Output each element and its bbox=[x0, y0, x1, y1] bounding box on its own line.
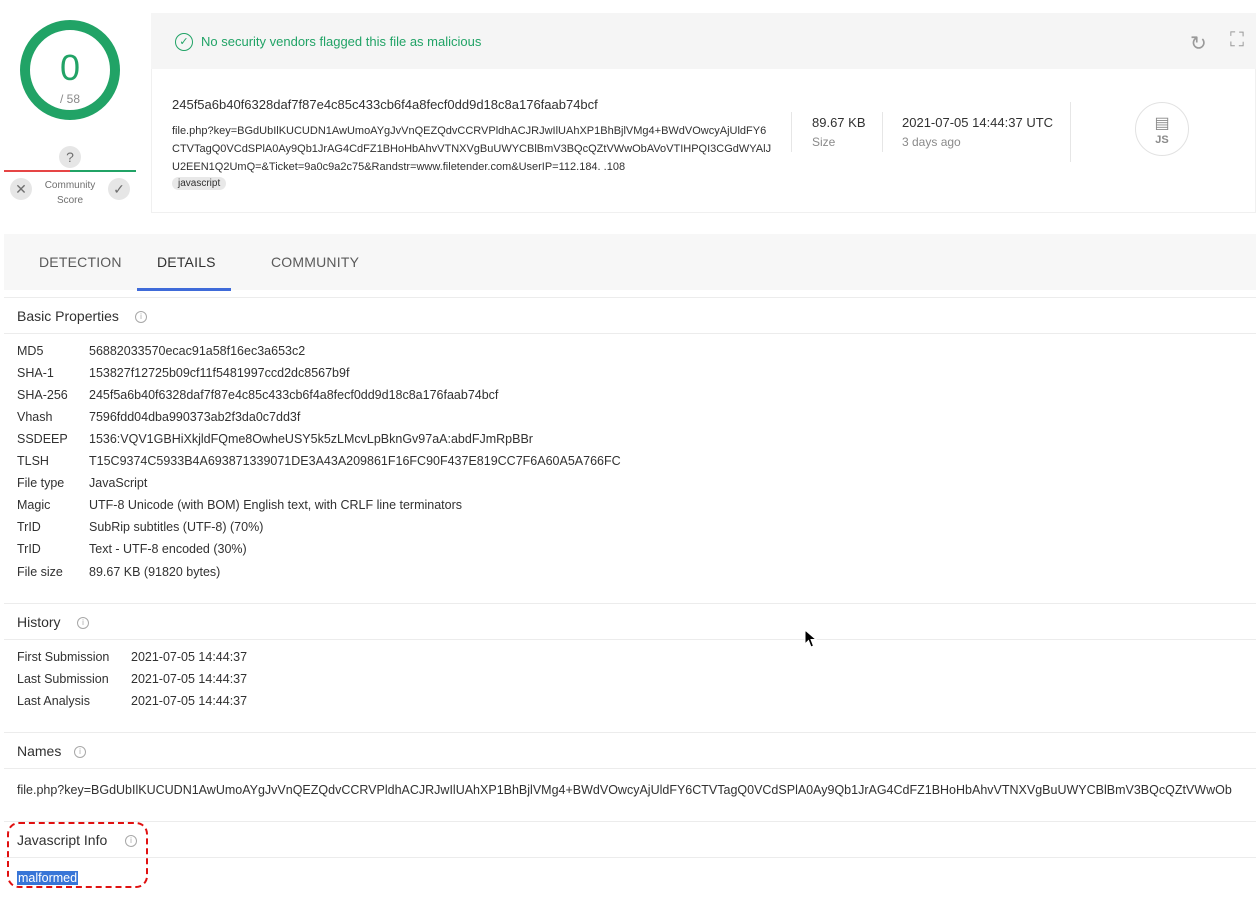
document-icon: ▤ bbox=[1154, 115, 1170, 132]
property-key: SSDEEP bbox=[17, 432, 68, 446]
tab-details[interactable]: DETAILS bbox=[157, 254, 216, 270]
property-row bbox=[17, 476, 148, 490]
property-value: 56882033570ecac91a58f16ec3a653c2 bbox=[89, 344, 306, 358]
property-value: JavaScript bbox=[89, 476, 148, 490]
history-key: First Submission bbox=[17, 650, 110, 664]
property-key: File type bbox=[17, 476, 65, 490]
file-size-value: 89.67 KB bbox=[812, 115, 866, 130]
property-row bbox=[17, 498, 463, 512]
info-icon[interactable]: i bbox=[135, 311, 147, 323]
section-title: Basic Properties bbox=[17, 308, 119, 324]
property-value: 1536:VQV1GBHiXkjldFQme8OwheUSY5k5zLMcvLpBknGv97aA:abdFJmRpBBr bbox=[89, 432, 533, 446]
mouse-cursor-icon bbox=[804, 629, 818, 649]
file-size-label: Size bbox=[812, 135, 836, 149]
property-value: 7596fdd04dba990373ab2f3da0c7dd3f bbox=[89, 410, 301, 424]
last-analysis-date: 2021-07-05 14:44:37 UTC bbox=[902, 115, 1054, 130]
vote-malicious-button[interactable]: ✕ bbox=[10, 178, 32, 200]
property-key: TLSH bbox=[17, 454, 49, 468]
property-row bbox=[17, 542, 247, 556]
property-value: 89.67 KB (91820 bytes) bbox=[89, 565, 221, 579]
info-icon[interactable]: i bbox=[77, 617, 89, 629]
community-label-line2: Score bbox=[56, 195, 84, 206]
history-row bbox=[17, 694, 248, 708]
file-name-entry: file.php?key=BGdUbIlKUCUDN1AwUmoAYgJvVnQEZQdvCCRVPldhACJRJwIlUAhXP1BhBjlVMg4+BWdVOwcyAjUldFY6CTVTagQ0VCdSPlA0Ay9Qb1JrAG4CdFZ1BHoHbAhvVTNXVgBuUWYCBlBmV3BQcQZtVWwOb bbox=[17, 783, 1232, 797]
community-unknown-icon: ? bbox=[59, 146, 81, 168]
history-value: 2021-07-05 14:44:37 bbox=[131, 672, 248, 686]
property-key: MD5 bbox=[17, 344, 44, 358]
graph-view-icon[interactable]: ⛶ bbox=[1230, 29, 1244, 51]
community-score-label bbox=[36, 178, 104, 208]
property-value: SubRip subtitles (UTF-8) (70%) bbox=[89, 520, 264, 534]
history-row bbox=[17, 650, 248, 664]
history-header bbox=[4, 604, 1256, 640]
property-value: T15C9374C5933B4A693871339071DE3A43A209861F16FC90F437E819CC7F6A60A5A766FC bbox=[89, 454, 621, 468]
property-row bbox=[17, 388, 499, 402]
property-value: 153827f12725b09cf11f5481997ccd2dc8567b9f bbox=[89, 366, 350, 380]
info-icon[interactable]: i bbox=[125, 835, 137, 847]
community-score-bar bbox=[4, 170, 136, 172]
tab-detection[interactable]: DETECTION bbox=[39, 254, 122, 270]
property-key: TrID bbox=[17, 520, 41, 534]
property-key: Vhash bbox=[17, 410, 53, 424]
property-row bbox=[17, 344, 306, 358]
property-row bbox=[17, 454, 621, 468]
file-name: file.php?key=BGdUbIlKUCUDN1AwUmoAYgJvVnQEZQdvCCRVPldhACJRJwIlUAhXP1BhBjlVMg4+BWdVOwcyAjUldFY6CTVTagQ0VCdSPlA0Ay9Qb1JrAG4CdFZ1BHoHbAhvVTNXVgBuUWYCBlBmV3BQcQZtVWwObAVoVTIHPQI3CGdWYAlJU2EEN1Q2UmQ=&Ticket=9a0c9a2c75&Randstr=www.filetender.com&UserIP=112.184. .108 bbox=[172, 125, 772, 173]
vote-harmless-button[interactable]: ✓ bbox=[108, 178, 130, 200]
community-label-line1: Community bbox=[44, 180, 96, 191]
file-type-badge: JS bbox=[1155, 134, 1169, 146]
history-value: 2021-07-05 14:44:37 bbox=[131, 650, 248, 664]
history-value: 2021-07-05 14:44:37 bbox=[131, 694, 248, 708]
info-icon[interactable]: i bbox=[74, 746, 86, 758]
active-tab-indicator bbox=[137, 288, 231, 291]
property-key: SHA-256 bbox=[17, 388, 68, 402]
property-row bbox=[17, 366, 350, 380]
divider bbox=[1070, 102, 1071, 162]
last-analysis-relative: 3 days ago bbox=[902, 135, 961, 149]
section-title: History bbox=[17, 614, 61, 630]
section-title: Names bbox=[17, 743, 62, 759]
history-key: Last Submission bbox=[17, 672, 109, 686]
engine-total: / 58 bbox=[59, 92, 80, 106]
property-value: UTF-8 Unicode (with BOM) English text, with CRLF line terminators bbox=[89, 498, 463, 512]
basic-properties-header bbox=[4, 298, 1256, 334]
file-tag[interactable]: javascript bbox=[172, 177, 226, 190]
reanalyze-icon[interactable]: ↻ bbox=[1190, 33, 1207, 55]
property-row bbox=[17, 520, 264, 534]
property-value: 245f5a6b40f6328daf7f87e4c85c433cb6f4a8fecf0dd9d18c8a176faab74bcf bbox=[89, 388, 499, 402]
file-type-js-icon bbox=[1135, 102, 1189, 156]
section-title: Javascript Info bbox=[17, 832, 108, 848]
property-key: File size bbox=[17, 565, 63, 579]
tab-bar bbox=[4, 234, 1256, 290]
divider bbox=[791, 112, 792, 152]
property-value: Text - UTF-8 encoded (30%) bbox=[89, 542, 247, 556]
property-key: SHA-1 bbox=[17, 366, 54, 380]
property-row bbox=[17, 432, 533, 446]
javascript-info-value: malformed bbox=[18, 871, 78, 885]
divider bbox=[882, 112, 883, 152]
history-key: Last Analysis bbox=[17, 694, 90, 708]
property-key: Magic bbox=[17, 498, 51, 512]
annotation-highlight-box bbox=[7, 822, 148, 888]
property-key: TrID bbox=[17, 542, 41, 556]
verdict-text: No security vendors flagged this file as malicious bbox=[201, 34, 482, 49]
detection-count: 0 bbox=[59, 47, 81, 88]
property-row bbox=[17, 410, 301, 424]
history-row bbox=[17, 672, 248, 686]
names-header bbox=[4, 733, 1256, 769]
check-circle-icon: ✓ bbox=[175, 33, 193, 51]
property-row bbox=[17, 565, 221, 579]
file-sha256-title: 245f5a6b40f6328daf7f87e4c85c433cb6f4a8fecf0dd9d18c8a176faab74bcf bbox=[172, 97, 598, 112]
detection-score-ring bbox=[20, 20, 120, 120]
javascript-info-header bbox=[4, 822, 1256, 858]
tab-community[interactable]: COMMUNITY bbox=[271, 254, 360, 270]
